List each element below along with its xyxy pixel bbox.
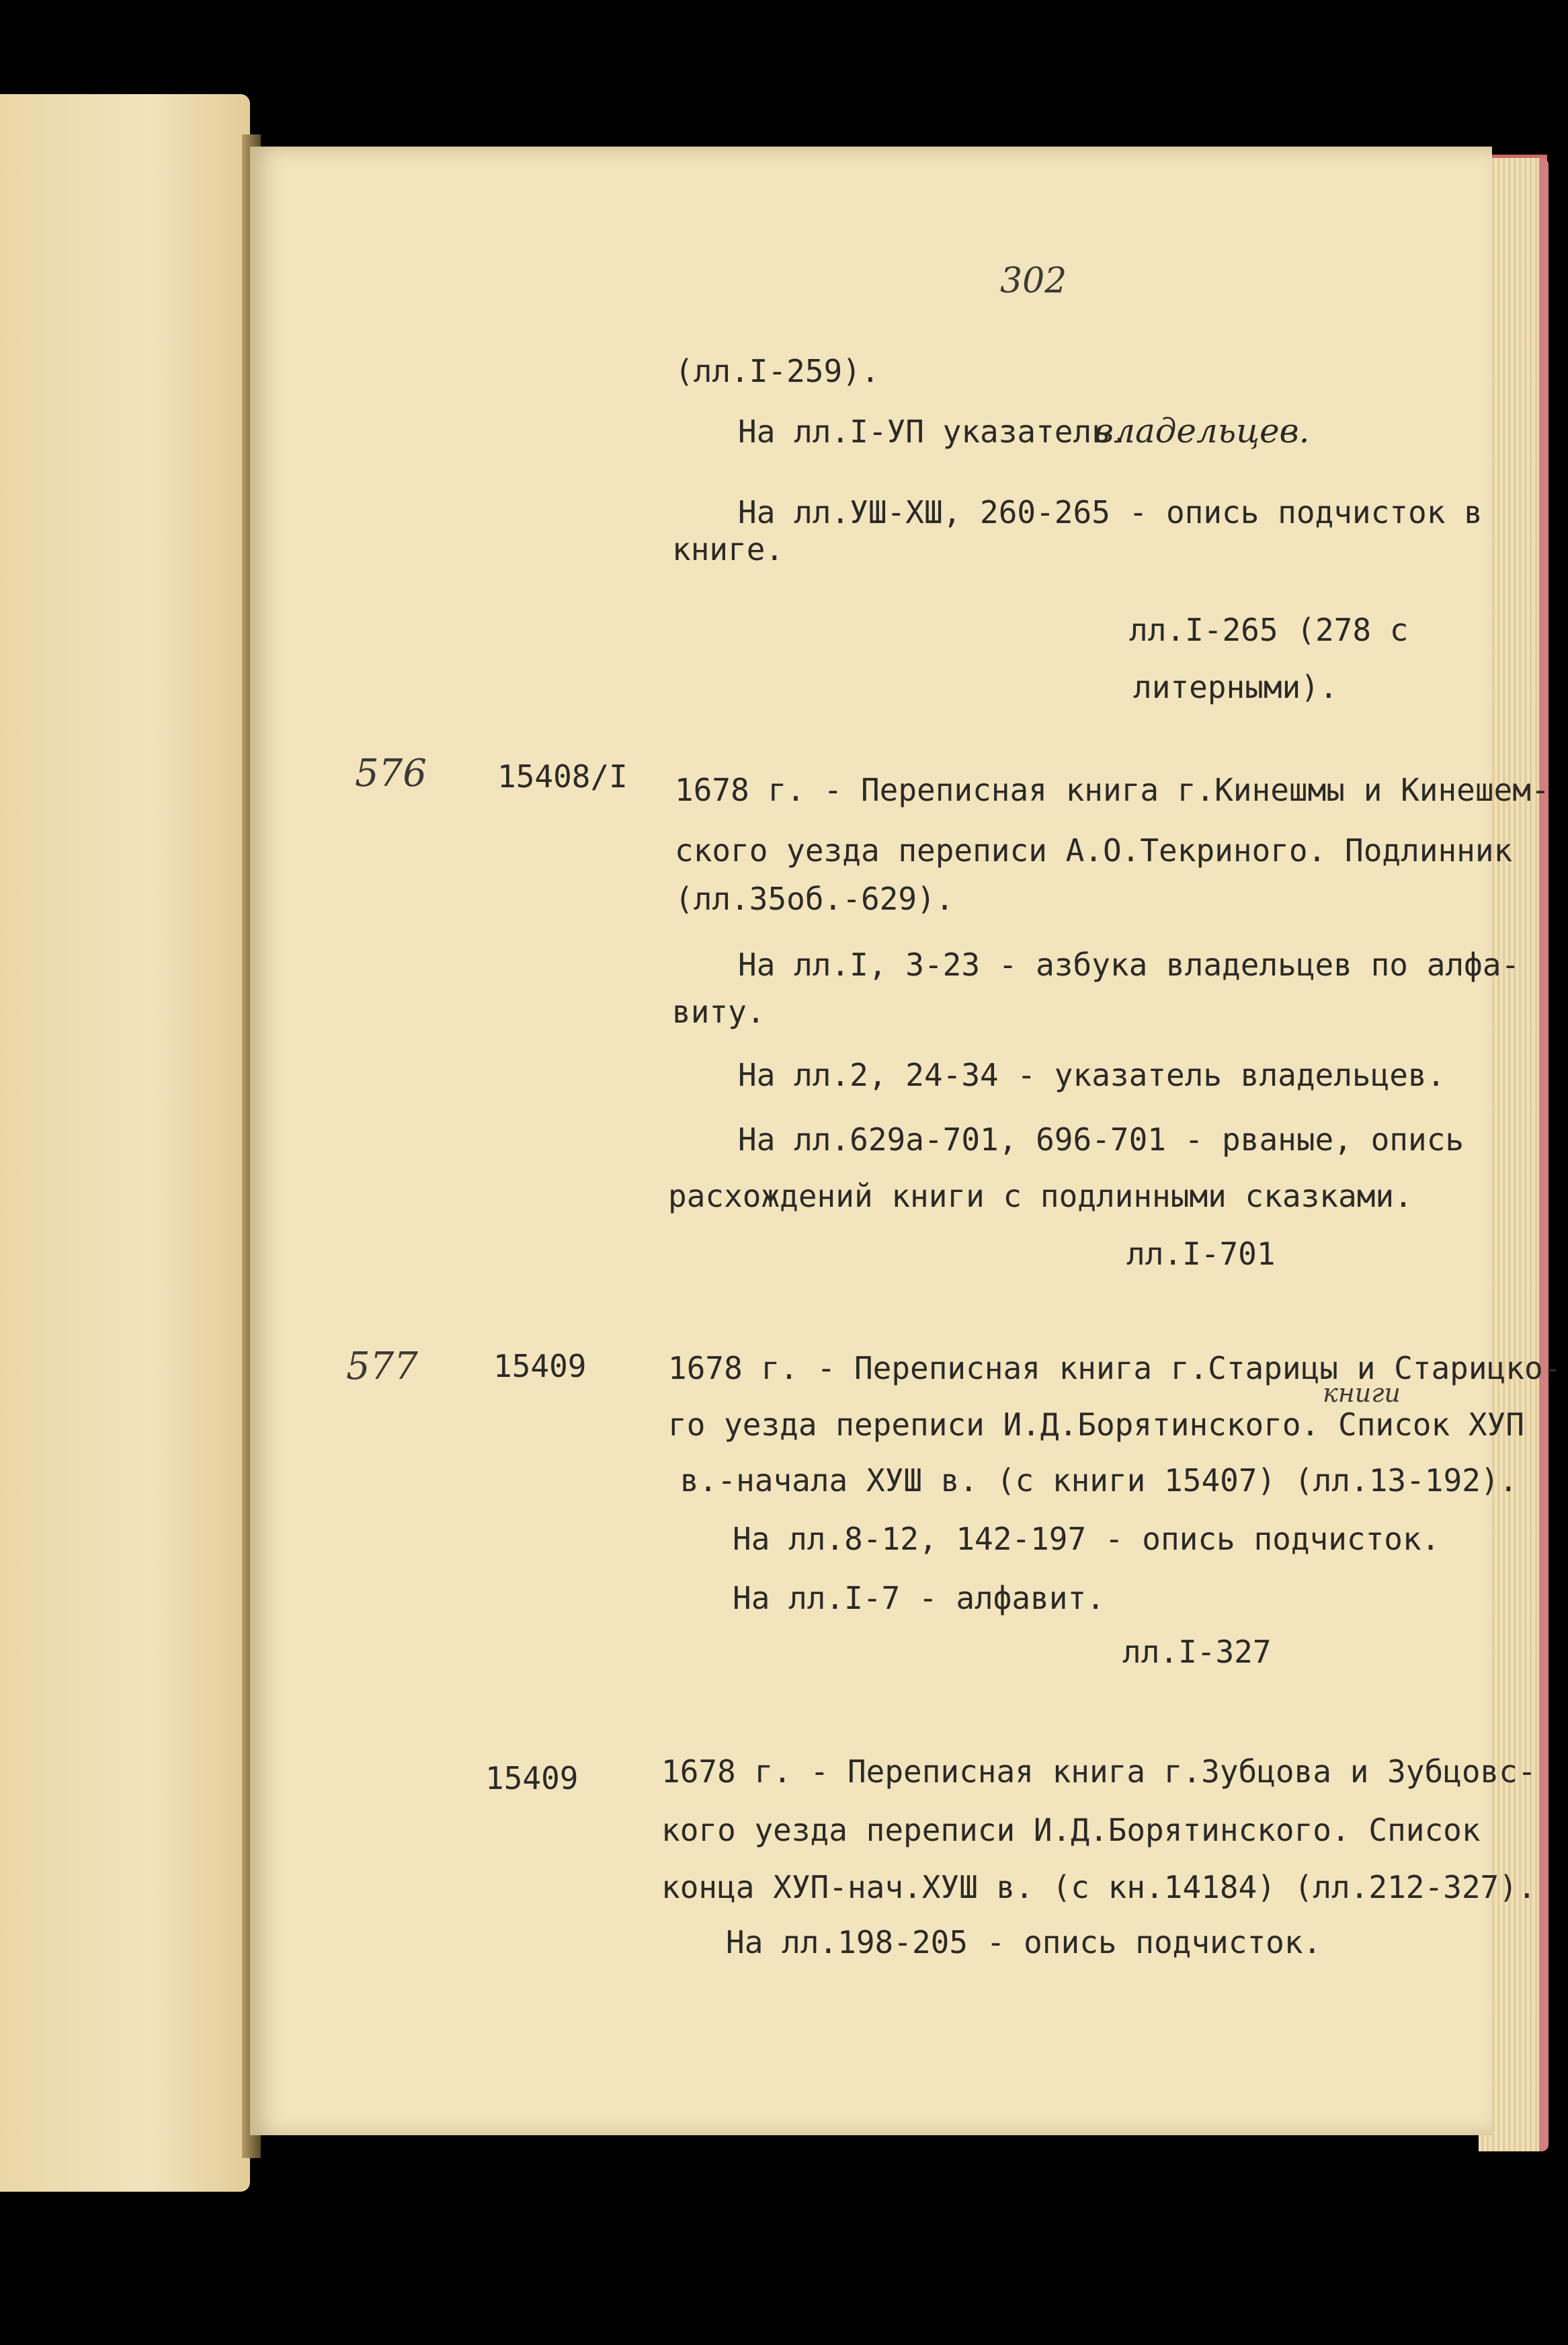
text-line: (лл.35об.-629). [675,881,954,917]
text-line: На лл.УШ-ХШ, 260-265 - опись подчисток в [738,494,1483,530]
item-number: 576 [355,752,427,795]
left-page [0,94,250,2192]
text-line: На лл.629а-701, 696-701 - рваные, опись [738,1121,1464,1158]
text-line: На лл.2, 24-34 - указатель владельцев. [738,1057,1446,1093]
item-number: 577 [346,1345,418,1388]
text-line: литерными). [1133,669,1338,705]
text-line: (лл.I-259). [675,353,880,389]
text-line: расхождений книги с подлинными сказками. [668,1178,1413,1214]
text-line: На лл.I-7 - алфавит. [733,1580,1105,1616]
text-line: На лл.8-12, 142-197 - опись подчисток. [733,1521,1440,1557]
fund-number: 15409 [485,1760,579,1796]
text-line: лл.I-701 [1126,1236,1276,1272]
text-line: виту. [672,994,766,1030]
text-line: 1678 г. - Переписная книга г.Кинешмы и Кинешем- [675,772,1550,808]
page-number: 302 [1000,261,1067,301]
text-line: На лл.198-205 - опись подчисток. [726,1924,1322,1960]
text-line: На лл.I-УП указатель. [738,413,1129,450]
text-line: ского уезда переписи А.О.Текриного. Подлинник [675,832,1513,869]
fund-number: 15408/I [497,758,628,795]
handwritten-note: владельцев. [1094,411,1310,450]
text-line: лл.I-327 [1122,1634,1272,1670]
text-line: го уезда переписи И.Д.Борятинского. Список ХУП [668,1406,1524,1443]
fund-number: 15409 [493,1348,587,1384]
text-line: 1678 г. - Переписная книга г.Старицы и Старицко- [668,1350,1562,1386]
handwritten-note: книги [1323,1378,1401,1408]
text-line: 1678 г. - Переписная книга г.Зубцова и Зубцовс- [661,1753,1536,1790]
text-line: книге. [672,531,784,567]
text-line: кого уезда переписи И.Д.Борятинского. Список [661,1812,1481,1848]
text-line: конца ХУП-нач.ХУШ в. (с кн.14184) (лл.212-327). [661,1869,1536,1905]
text-line: На лл.I, 3-23 - азбука владельцев по алфа- [738,947,1520,983]
text-line: лл.I-265 (278 с [1129,612,1409,648]
text-line: в.-начала ХУШ в. (с книги 15407) (лл.13-192). [680,1462,1518,1499]
